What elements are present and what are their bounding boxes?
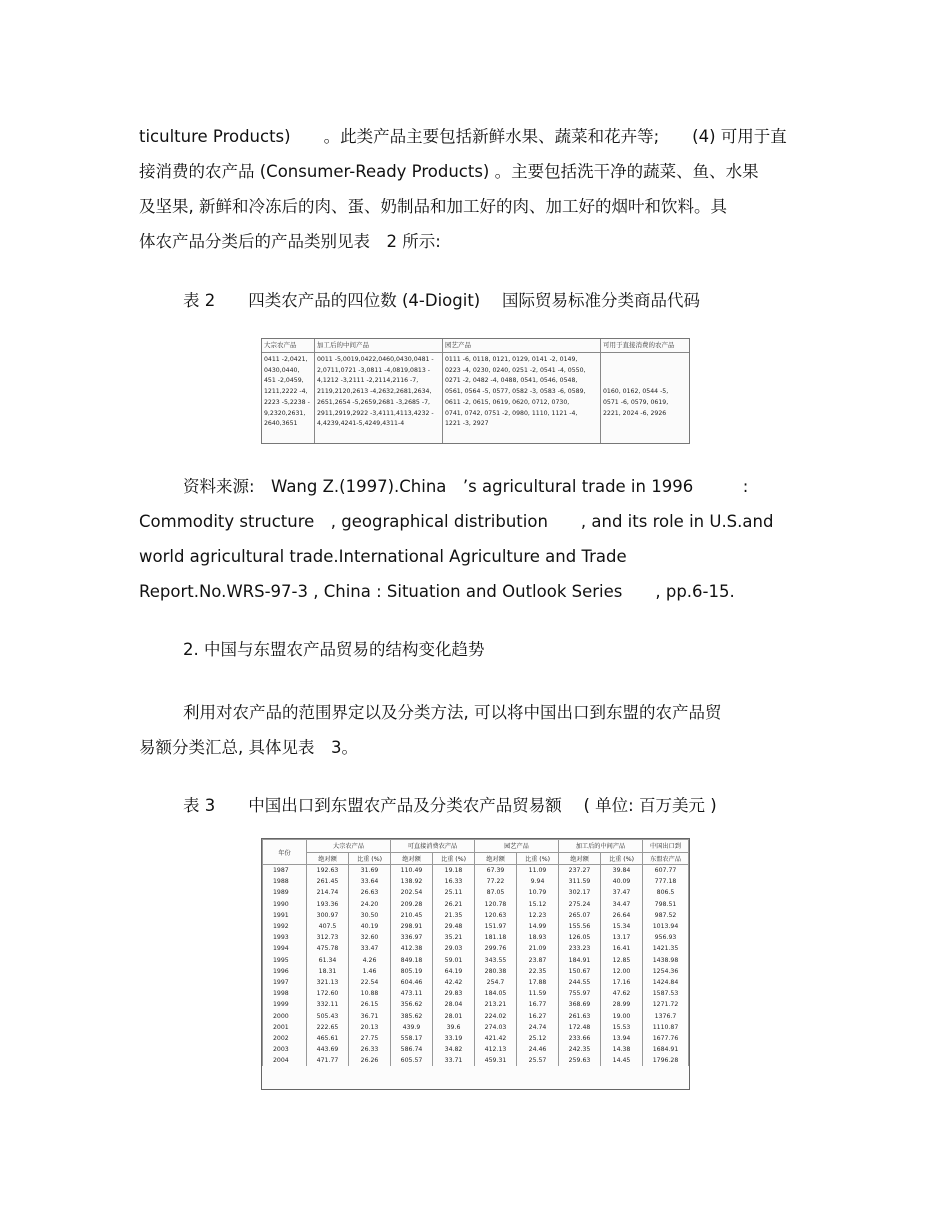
table3-value-cell: 261.45 [307, 876, 349, 887]
table3-value-cell: 12.23 [517, 910, 559, 921]
table3-value-cell: 209.28 [391, 899, 433, 910]
table3-value-cell: 213.21 [475, 999, 517, 1010]
table3-value-cell: 14.45 [601, 1055, 643, 1066]
table3-value-cell: 20.13 [349, 1022, 391, 1033]
table3-value-cell: 4.26 [349, 955, 391, 966]
table3-value-cell: 233.66 [559, 1033, 601, 1044]
table3-subheader: 比重 (%) [349, 852, 391, 865]
table3-value-cell: 77.22 [475, 876, 517, 887]
table3-value-cell: 28.99 [601, 999, 643, 1010]
table3-year-cell: 2000 [263, 1010, 307, 1021]
table3-value-cell: 1684.91 [643, 1044, 689, 1055]
table3-value-cell: 849.18 [391, 955, 433, 966]
table3-subheader: 绝对额 [475, 852, 517, 865]
table3-year-cell: 1997 [263, 977, 307, 988]
table3-value-cell: 312.73 [307, 932, 349, 943]
table3-value-cell: 25.12 [517, 1033, 559, 1044]
table3-value-cell: 1254.36 [643, 966, 689, 977]
table3-year-cell: 2004 [263, 1055, 307, 1066]
table3-value-cell: 184.05 [475, 988, 517, 999]
table3-value-cell: 23.87 [517, 955, 559, 966]
table3-value-cell: 1271.72 [643, 999, 689, 1010]
table3-year-cell: 1992 [263, 921, 307, 932]
table3-value-cell: 172.60 [307, 988, 349, 999]
table3-value-cell: 233.23 [559, 943, 601, 954]
table3-group-header: 大宗农产品 [307, 840, 391, 853]
table3-value-cell: 1110.87 [643, 1022, 689, 1033]
table2-column [315, 339, 443, 443]
table3-value-cell: 29.03 [433, 943, 475, 954]
table3-value-cell: 385.62 [391, 1010, 433, 1021]
table-row [263, 999, 689, 1010]
table3-value-cell: 24.74 [517, 1022, 559, 1033]
table3-value-cell: 336.97 [391, 932, 433, 943]
table3-value-cell: 298.91 [391, 921, 433, 932]
table3-value-cell: 299.76 [475, 943, 517, 954]
table3-year-cell: 2001 [263, 1022, 307, 1033]
table3-value-cell: 34.82 [433, 1044, 475, 1055]
table3-value-cell: 13.94 [601, 1033, 643, 1044]
table3-subheader-row [263, 852, 689, 865]
table-row [263, 977, 689, 988]
table3-value-cell: 473.11 [391, 988, 433, 999]
table3-year-cell: 1990 [263, 899, 307, 910]
table3-value-cell: 193.36 [307, 899, 349, 910]
table3-value-cell: 1677.76 [643, 1033, 689, 1044]
table3-value-cell: 300.97 [307, 910, 349, 921]
table3-value-cell: 30.50 [349, 910, 391, 921]
table2-column [262, 339, 315, 443]
table3-value-cell: 11.59 [517, 988, 559, 999]
table3-value-cell: 35.21 [433, 932, 475, 943]
table3-value-cell: 29.48 [433, 921, 475, 932]
table3-value-cell: 40.09 [601, 876, 643, 887]
table3-value-cell: 1421.35 [643, 943, 689, 954]
table3-value-cell: 465.61 [307, 1033, 349, 1044]
table3-value-cell: 10.88 [349, 988, 391, 999]
table3-value-cell: 181.18 [475, 932, 517, 943]
table3-group-header: 加工后的中间产品 [559, 840, 643, 853]
table3-value-cell: 777.18 [643, 876, 689, 887]
table3-value-cell: 18.93 [517, 932, 559, 943]
table3-value-cell: 36.71 [349, 1010, 391, 1021]
table-row [263, 943, 689, 954]
table3-year-cell: 1999 [263, 999, 307, 1010]
table3-value-cell: 15.53 [601, 1022, 643, 1033]
table3-value-cell: 151.97 [475, 921, 517, 932]
table3-value-cell: 12.00 [601, 966, 643, 977]
table3-subheader: 绝对额 [559, 852, 601, 865]
table3-value-cell: 87.05 [475, 887, 517, 898]
table3-year-cell: 1987 [263, 865, 307, 877]
table3-grid [262, 839, 689, 1066]
table3-value-cell: 26.64 [601, 910, 643, 921]
table3-value-cell: 412.13 [475, 1044, 517, 1055]
table3-group-header: 园艺产品 [475, 840, 559, 853]
table2-cell: 0160, 0162, 0544 -5, 0571 -6, 0579, 0619, 2221, 2024 -6, 2926 [603, 388, 669, 417]
table-row [263, 921, 689, 932]
table3-value-cell: 1424.84 [643, 977, 689, 988]
table3-value-cell: 222.65 [307, 1022, 349, 1033]
table3-value-cell: 28.04 [433, 999, 475, 1010]
table3-year-header: 年份 [263, 840, 307, 865]
source-line: Report.No.WRS-97-3 , China : Situation and Outlook Series , pp.6-15. [139, 582, 735, 601]
table3-value-cell: 302.17 [559, 887, 601, 898]
table3-value-cell: 15.12 [517, 899, 559, 910]
table3-value-cell: 22.35 [517, 966, 559, 977]
table3-value-cell: 956.93 [643, 932, 689, 943]
table3-value-cell: 806.5 [643, 887, 689, 898]
table3-value-cell: 604.46 [391, 977, 433, 988]
table3-value-cell: 14.99 [517, 921, 559, 932]
table3-value-cell: 439.9 [391, 1022, 433, 1033]
table3-value-cell: 18.31 [307, 966, 349, 977]
table2-column [601, 339, 689, 443]
table3-value-cell: 1438.98 [643, 955, 689, 966]
table3-value-cell: 19.18 [433, 865, 475, 877]
table3-subheader: 比重 (%) [517, 852, 559, 865]
table3-value-cell: 26.63 [349, 887, 391, 898]
table3-value-cell: 471.77 [307, 1055, 349, 1066]
table3-value-cell: 505.43 [307, 1010, 349, 1021]
table3-value-cell: 558.17 [391, 1033, 433, 1044]
table3-subheader: 比重 (%) [433, 852, 475, 865]
table3-value-cell: 39.84 [601, 865, 643, 877]
table3-value-cell: 605.57 [391, 1055, 433, 1066]
table3-value-cell: 47.62 [601, 988, 643, 999]
table-row [263, 932, 689, 943]
table3-value-cell: 755.97 [559, 988, 601, 999]
table3-value-cell: 254.7 [475, 977, 517, 988]
table3-value-cell: 15.34 [601, 921, 643, 932]
table3-value-cell: 443.69 [307, 1044, 349, 1055]
table3-value-cell: 27.75 [349, 1033, 391, 1044]
table3-value-cell: 59.01 [433, 955, 475, 966]
table3-value-cell: 9.94 [517, 876, 559, 887]
table3-value-cell: 16.27 [517, 1010, 559, 1021]
table3-value-cell: 26.21 [433, 899, 475, 910]
table3-value-cell: 210.45 [391, 910, 433, 921]
table3-value-cell: 805.19 [391, 966, 433, 977]
table3-value-cell: 126.05 [559, 932, 601, 943]
table3-value-cell: 261.63 [559, 1010, 601, 1021]
table3-value-cell: 138.92 [391, 876, 433, 887]
table3-value-cell: 214.74 [307, 887, 349, 898]
table3-value-cell: 37.47 [601, 887, 643, 898]
table-row [263, 910, 689, 921]
table3-value-cell: 26.15 [349, 999, 391, 1010]
table3-value-cell: 33.64 [349, 876, 391, 887]
table3-value-cell: 259.63 [559, 1055, 601, 1066]
table3-value-cell: 67.39 [475, 865, 517, 877]
paragraph-line: ticulture Products) 。此类产品主要包括新鲜水果、蔬菜和花卉等; (4) 可用于直 [139, 127, 787, 146]
table3-value-cell: 202.54 [391, 887, 433, 898]
table-row [263, 955, 689, 966]
table2-column [443, 339, 601, 443]
paragraph-line: 易额分类汇总, 具体见表 3。 [139, 738, 358, 757]
table3-value-cell: 987.52 [643, 910, 689, 921]
table3-subheader: 绝对额 [391, 852, 433, 865]
table3-year-cell: 1996 [263, 966, 307, 977]
table-row [263, 887, 689, 898]
paragraph-line: 接消费的农产品 (Consumer-Ready Products) 。主要包括洗干净的蔬菜、鱼、水果 [139, 162, 759, 181]
table3-value-cell: 1376.7 [643, 1010, 689, 1021]
table3-value-cell: 172.48 [559, 1022, 601, 1033]
table3-value-cell: 13.17 [601, 932, 643, 943]
table3-value-cell: 275.24 [559, 899, 601, 910]
table2-cell: 0011 -5,0019,0422,0460,0430,0481 - 2,0711,0721 -3,0811 -4,0819,0813 - 4,1212 -3,2111 -2,2114,2116 -7, 2119,2120,2613 -4,2632,2681,2634, 2651,2654 -5,2659,2681 -3,2685 -7, 2911,2919,2922 -3,4111,4113,4232 - 4,4239,4241-5,4249,4311-4 [317, 356, 434, 428]
source-line: world agricultural trade.International Agriculture and Trade [139, 547, 627, 566]
table3-value-cell: 224.02 [475, 1010, 517, 1021]
table3-value-cell: 16.77 [517, 999, 559, 1010]
table3-value-cell: 798.51 [643, 899, 689, 910]
table3-year-cell: 1995 [263, 955, 307, 966]
table3-value-cell: 110.49 [391, 865, 433, 877]
table3-value-cell: 29.83 [433, 988, 475, 999]
table3-year-cell: 1994 [263, 943, 307, 954]
table3-subheader: 绝对额 [307, 852, 349, 865]
table3-value-cell: 155.56 [559, 921, 601, 932]
table2-cell: 0111 -6, 0118, 0121, 0129, 0141 -2, 0149, 0223 -4, 0230, 0240, 0251 -2, 0541 -4, 0550, 0271 -2, 0482 -4, 0488, 0541, 0546, 0548, 0561, 0564 -5, 0577, 0582 -3, 0583 -6, 0589, 0611 -2, 0615, 0619, 0620, 0712, 0730, 0741, 0742, 0751 -2, 0980, 1110, 1121 -4, 1221 -3, 2927 [445, 356, 586, 428]
table3-value-cell: 25.57 [517, 1055, 559, 1066]
paragraph-line: 体农产品分类后的产品类别见表 2 所示: [139, 232, 441, 251]
table3-value-cell: 607.77 [643, 865, 689, 877]
table3-value-cell: 26.26 [349, 1055, 391, 1066]
table3-value-cell: 34.47 [601, 899, 643, 910]
table3-subheader: 东盟农产品 [643, 852, 689, 865]
table-row [263, 876, 689, 887]
table-row [263, 1010, 689, 1021]
source-line: 资料来源: Wang Z.(1997).China ’s agricultural trade in 1996 : [183, 477, 749, 496]
table3-value-cell: 475.78 [307, 943, 349, 954]
table3-value-cell: 33.19 [433, 1033, 475, 1044]
table3-value-cell: 64.19 [433, 966, 475, 977]
table3-value-cell: 421.42 [475, 1033, 517, 1044]
table3-year-cell: 1993 [263, 932, 307, 943]
table-row [263, 899, 689, 910]
table3-value-cell: 25.11 [433, 887, 475, 898]
table3-value-cell: 368.69 [559, 999, 601, 1010]
table-row [263, 1022, 689, 1033]
table3-value-cell: 22.54 [349, 977, 391, 988]
table3-value-cell: 10.79 [517, 887, 559, 898]
table3-value-cell: 332.11 [307, 999, 349, 1010]
table2-header: 园艺产品 [443, 339, 600, 353]
source-line: Commodity structure , geographical distribution , and its role in U.S.and [139, 512, 774, 531]
table3-value-cell: 40.19 [349, 921, 391, 932]
table2-header: 可用于直接消费的农产品 [601, 339, 689, 353]
table3-body [263, 865, 689, 1067]
table3-caption: 表 3 中国出口到东盟农产品及分类农产品贸易额 ( 单位: 百万美元 ) [183, 796, 717, 815]
table3-year-cell: 2002 [263, 1033, 307, 1044]
table3-subheader: 比重 (%) [601, 852, 643, 865]
table3-value-cell: 16.33 [433, 876, 475, 887]
table3-value-cell: 33.47 [349, 943, 391, 954]
table3-value-cell: 17.88 [517, 977, 559, 988]
table3-year-cell: 1998 [263, 988, 307, 999]
table3-value-cell: 1796.28 [643, 1055, 689, 1066]
table3-value-cell: 192.63 [307, 865, 349, 877]
table3-value-cell: 343.55 [475, 955, 517, 966]
table3-value-cell: 311.59 [559, 876, 601, 887]
table3-value-cell: 412.38 [391, 943, 433, 954]
table3-value-cell: 24.20 [349, 899, 391, 910]
table3-value-cell: 26.33 [349, 1044, 391, 1055]
table3-value-cell: 12.85 [601, 955, 643, 966]
table3-year-cell: 1991 [263, 910, 307, 921]
table3-value-cell: 16.41 [601, 943, 643, 954]
table3-value-cell: 265.07 [559, 910, 601, 921]
table2-caption: 表 2 四类农产品的四位数 (4-Diogit) 国际贸易标准分类商品代码 [183, 291, 700, 310]
table2-cell: 0411 -2,0421, 0430,0440, 451 -2,0459, 1211,2222 -4, 2223 -5,2238 - 9,2320,2631, 2640,3651 [264, 356, 310, 428]
table3-year-cell: 1988 [263, 876, 307, 887]
table2 [261, 338, 690, 444]
table3-value-cell: 1.46 [349, 966, 391, 977]
table3-value-cell: 407.5 [307, 921, 349, 932]
table-row [263, 1055, 689, 1066]
table3-group-header: 中国出口到 [643, 840, 689, 853]
paragraph-line: 及坚果, 新鲜和冷冻后的肉、蛋、奶制品和加工好的肉、加工好的烟叶和饮料。具 [139, 197, 727, 216]
table2-header: 加工后的中间产品 [315, 339, 442, 353]
table-row [263, 988, 689, 999]
table3-value-cell: 11.09 [517, 865, 559, 877]
table3-value-cell: 237.27 [559, 865, 601, 877]
table3-value-cell: 244.55 [559, 977, 601, 988]
table-row [263, 1033, 689, 1044]
table3-value-cell: 33.71 [433, 1055, 475, 1066]
table3-value-cell: 28.01 [433, 1010, 475, 1021]
table2-header: 大宗农产品 [262, 339, 314, 353]
table3-value-cell: 42.42 [433, 977, 475, 988]
table3-value-cell: 17.16 [601, 977, 643, 988]
table3-year-cell: 2003 [263, 1044, 307, 1055]
table3-value-cell: 14.38 [601, 1044, 643, 1055]
table3-value-cell: 21.35 [433, 910, 475, 921]
table3-value-cell: 1013.94 [643, 921, 689, 932]
table3-value-cell: 61.34 [307, 955, 349, 966]
table-row [263, 865, 689, 877]
table3-value-cell: 242.35 [559, 1044, 601, 1055]
table-row [263, 1044, 689, 1055]
table3-value-cell: 586.74 [391, 1044, 433, 1055]
table3-value-cell: 459.31 [475, 1055, 517, 1066]
table3-value-cell: 32.60 [349, 932, 391, 943]
table3-value-cell: 24.46 [517, 1044, 559, 1055]
table3-value-cell: 120.63 [475, 910, 517, 921]
table3-value-cell: 184.91 [559, 955, 601, 966]
table3-value-cell: 150.67 [559, 966, 601, 977]
table3-value-cell: 120.78 [475, 899, 517, 910]
table3-value-cell: 39.6 [433, 1022, 475, 1033]
section-heading: 2. 中国与东盟农产品贸易的结构变化趋势 [183, 640, 485, 659]
table3-value-cell: 321.13 [307, 977, 349, 988]
table3-value-cell: 274.03 [475, 1022, 517, 1033]
paragraph-line: 利用对农产品的范围界定以及分类方法, 可以将中国出口到东盟的农产品贸 [183, 703, 722, 722]
table3-group-header: 可直接消费农产品 [391, 840, 475, 853]
table3-value-cell: 19.00 [601, 1010, 643, 1021]
table3-value-cell: 1587.53 [643, 988, 689, 999]
table3-year-cell: 1989 [263, 887, 307, 898]
table-row [263, 966, 689, 977]
table3-value-cell: 280.38 [475, 966, 517, 977]
table3-value-cell: 31.69 [349, 865, 391, 877]
table3 [261, 838, 690, 1090]
table3-value-cell: 21.09 [517, 943, 559, 954]
table3-value-cell: 356.62 [391, 999, 433, 1010]
